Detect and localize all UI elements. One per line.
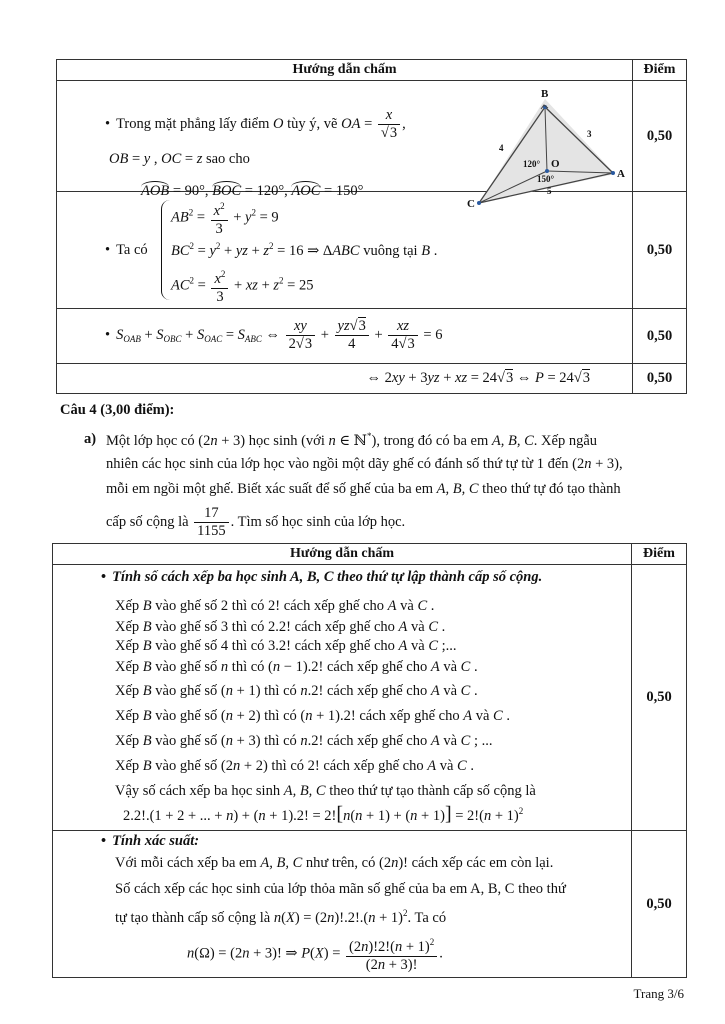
triangle-figure: [467, 88, 627, 210]
header-score: Điểm: [633, 60, 687, 81]
label-side-4: 4: [499, 143, 504, 153]
t1-row1-content: • Trong mặt phẳng lấy điểm O tùy ý, vẽ OA = $\frac{x}{√3}$ , OB = y , OC = z sao cho AOB = 90°, BOC = 120°, AOC = 150° B A C O 4 3 5 120° 150°: [57, 81, 633, 192]
t1-row2-score: 0,50: [633, 192, 687, 309]
label-side-5: 5: [547, 186, 552, 196]
label-c: C: [467, 198, 475, 210]
label-angle-120: 120°: [523, 159, 541, 169]
header-guide-2: Hướng dẫn chấm: [53, 544, 632, 565]
t1-row1-score: 0,50: [633, 81, 687, 192]
t1-row3-content: • $S_{OAB} + S_{OBC} + S_{OAC} = S_{ABC}$ ⇔ $\frac{xy}{2√3}$ + $\frac{yz√3}{4}$ + $\frac{xz}{4√3}$ = 6: [57, 309, 633, 364]
t2-row2-score: 0,50: [632, 831, 687, 978]
question-4-title: Câu 4 (3,00 điểm):: [60, 402, 175, 418]
t2-row2-content: • Tính xác suất: Với mỗi cách xếp ba em A, B, C như trên, có (2n)! cách xếp các em còn lại. Số cách xếp các học sinh của lớp thỏa mãn số ghế của ba em A, B, C theo thứ tự tạo thành cấp số cộng là $n(X) = (2n)!.2!.(n + 1)^2$. Ta có n(Ω) = (2n + 3)! ⇒ P(X) = $\frac{(2n)!2!(n + 1)^2}{(2n + 3)!}$ .: [53, 831, 632, 978]
t1-row4-content: ⇔ 2xy + 3yz + xz = 24√3 ⇔ P = 24√3: [57, 364, 633, 394]
label-o: O: [551, 158, 560, 170]
grading-table-2: [52, 543, 687, 978]
point-a: [611, 171, 615, 175]
page-number: Trang 3/6: [633, 986, 684, 1001]
t1-row4-score: 0,50: [633, 364, 687, 394]
label-a: A: [617, 168, 625, 180]
label-side-3: 3: [587, 129, 592, 139]
t1-row2-content: • Ta có $AB^2$ = $\frac{x^2}{3}$ + $y^2 = 9$ $BC^2 = y^2$ + yz + $z^2 = 16$ ⇒ ΔABC vuông tại B . $AC^2$ = $\frac{x^2}{3}$ + xz + $z^2 = 25$: [57, 192, 633, 309]
part-a-label: a): [84, 431, 97, 447]
label-b: B: [541, 88, 549, 100]
header-guide: Hướng dẫn chấm: [57, 60, 633, 81]
point-o: [545, 169, 549, 173]
grading-table-1: [56, 59, 687, 394]
prob-denominator: 1155: [197, 523, 226, 539]
t2-row1-content: • Tính số cách xếp ba học sinh A, B, C theo thứ tự lập thành cấp số cộng. Xếp B vào ghế số 2 thì có 2! cách xếp ghế cho A và C . Xếp B vào ghế số 3 thì có 2.2! cách xếp ghế cho A và C . Xếp B vào ghế số 4 thì có 3.2! cách xếp ghế cho A và C ;... Xếp B vào ghế số n thì có (n − 1).2! cách xếp ghế cho A và C . Xếp B vào ghế số (n + 1) thì có n.2! cách xếp ghế cho A và C . Xếp B vào ghế số (n + 2) thì có (n + 1).2! cách xếp ghế cho A và C . Xếp B vào ghế số (n + 3) thì có n.2! cách xếp ghế cho A và C ; ... Xếp B vào ghế số (2n + 2) thì có 2! cách xếp ghế cho A và C . Vậy số cách xếp ba học sinh A, B, C theo thứ tự tạo thành cấp số cộng là 2.2!.(1 + 2 + ... + n) + (n + 1).2! = $2![n(n + 1) + (n + 1)] = 2!(n + 1)^2$: [53, 565, 632, 831]
t1-row3-score: 0,50: [633, 309, 687, 364]
label-angle-150: 150°: [537, 174, 555, 184]
header-score-2: Điểm: [632, 544, 687, 565]
t2-row1-score: 0,50: [632, 565, 687, 831]
prob-numerator: 17: [194, 505, 228, 523]
